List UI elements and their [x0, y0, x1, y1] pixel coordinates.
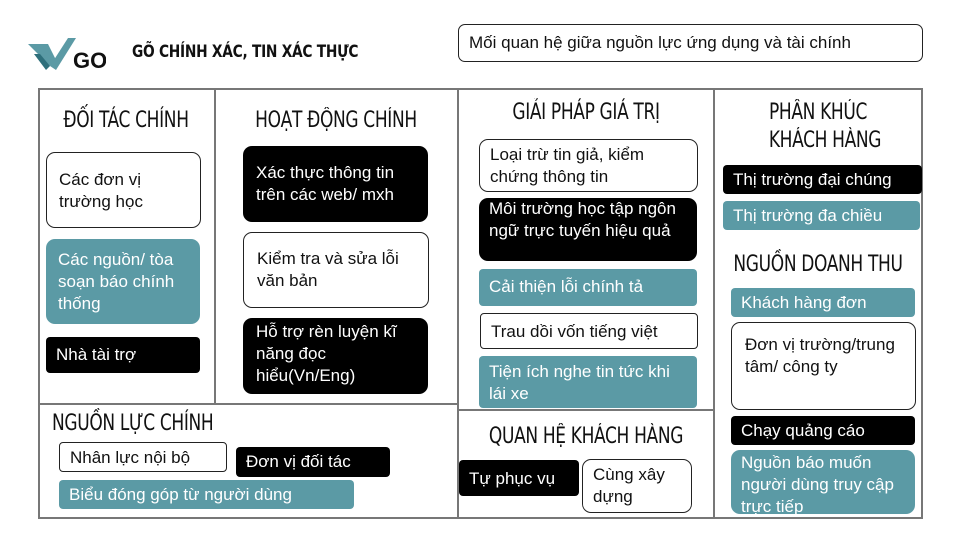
relationship-co-creation-card: Cùng xây dựng [582, 459, 692, 513]
activity-reading-skills-card: Hỗ trợ rèn luyện kĩ năng đọc hiểu(Vn/Eng) [243, 318, 428, 394]
page-title: Mối quan hệ giữa nguồn lực ứng dụng và tài chính [458, 24, 923, 62]
key-activities-heading: HOẠT ĐỘNG CHÍNH [255, 108, 417, 133]
divider-resources [38, 403, 458, 405]
partner-schools-card: Các đơn vị trường học [46, 152, 201, 228]
customer-segments-heading-line1: PHÂN KHÚC [768, 100, 868, 125]
partner-sponsors-card: Nhà tài trợ [46, 337, 200, 373]
value-vietnamese-card: Trau dồi vốn tiếng việt [480, 313, 698, 349]
divider-activities-value [457, 88, 459, 519]
key-partners-heading: ĐỐI TÁC CHÍNH [63, 108, 189, 133]
resource-user-contribution-card: Biểu đóng góp từ người dùng [59, 480, 354, 509]
relationship-self-service-card: Tự phục vụ [459, 460, 579, 496]
value-language-learning-card: Môi trường học tập ngôn ngữ trực tuyến hiệu quả [479, 198, 697, 261]
revenue-institutions-card: Đơn vị trường/trung tâm/ công ty [731, 322, 916, 410]
value-driving-news-card: Tiện ích nghe tin tức khi lái xe [479, 356, 697, 408]
key-resources-heading: NGUỒN LỰC CHÍNH [52, 411, 214, 436]
value-fake-news-card: Loại trừ tin giả, kiểm chứng thông tin [479, 139, 698, 192]
canvas-left-border [38, 88, 40, 519]
canvas-right-border [921, 88, 923, 519]
divider-relationships [457, 409, 714, 411]
segment-multi-sided-card: Thị trường đa chiều [723, 201, 920, 230]
value-propositions-heading: GIẢI PHÁP GIÁ TRỊ [512, 100, 660, 125]
resource-partner-units-card: Đơn vị đối tác [236, 447, 390, 477]
divider-partners-activities [214, 88, 216, 404]
revenue-news-traffic-card: Nguồn báo muốn người dùng truy cập trực tiếp [731, 450, 915, 514]
activity-spellcheck-card: Kiểm tra và sửa lỗi văn bản [243, 232, 429, 308]
revenue-streams-heading: NGUỒN DOANH THU [733, 252, 903, 277]
revenue-single-customer-card: Khách hàng đơn [731, 288, 915, 317]
segment-mass-market-card: Thị trường đại chúng [723, 165, 922, 194]
activity-verify-info-card: Xác thực thông tin trên các web/ mxh [243, 146, 428, 222]
canvas-bottom-border [38, 517, 923, 519]
logo-icon [26, 36, 106, 72]
customer-relationships-heading: QUAN HỆ KHÁCH HÀNG [488, 424, 684, 449]
partner-news-sources-card: Các nguồn/ tòa soạn báo chính thống [46, 239, 200, 324]
canvas-top-border [38, 88, 923, 90]
revenue-advertising-card: Chạy quảng cáo [731, 416, 915, 445]
divider-value-segments [713, 88, 715, 519]
logo-text: GO [73, 48, 106, 72]
value-spelling-card: Cải thiện lỗi chính tả [479, 269, 697, 306]
go-logo [26, 36, 106, 72]
customer-segments-heading-line2: KHÁCH HÀNG [768, 128, 882, 153]
resource-internal-staff-card: Nhân lực nội bộ [59, 442, 227, 472]
tagline: GÕ CHÍNH XÁC, TIN XÁC THỰC [132, 42, 359, 62]
